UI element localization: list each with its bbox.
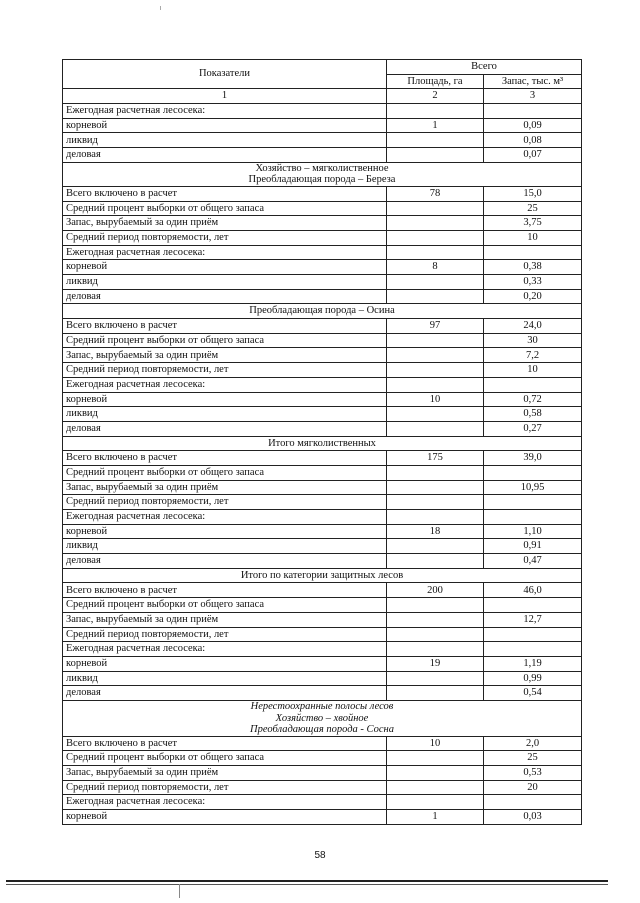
table-row bbox=[63, 642, 582, 657]
section-heading bbox=[63, 304, 582, 319]
area-cell bbox=[387, 686, 484, 701]
stock-cell: 3,75 bbox=[484, 216, 582, 231]
area-cell bbox=[387, 348, 484, 363]
indicator-label: Ежегодная расчетная лесосека: bbox=[63, 377, 387, 392]
stock-cell: 0,54 bbox=[484, 686, 582, 701]
indicator-label: корневой bbox=[63, 524, 387, 539]
header-stock: Запас, тыс. м³ bbox=[484, 74, 582, 89]
table-row bbox=[63, 186, 582, 201]
section-heading bbox=[63, 436, 582, 451]
stock-cell: 2,0 bbox=[484, 736, 582, 751]
area-cell bbox=[387, 642, 484, 657]
table-row bbox=[63, 407, 582, 422]
stock-cell: 10,95 bbox=[484, 480, 582, 495]
area-cell bbox=[387, 554, 484, 569]
stock-cell: 0,03 bbox=[484, 810, 582, 825]
table-row bbox=[63, 348, 582, 363]
section-heading bbox=[63, 700, 582, 736]
table-row bbox=[63, 612, 582, 627]
area-cell bbox=[387, 795, 484, 810]
indicator-label: Ежегодная расчетная лесосека: bbox=[63, 104, 387, 119]
area-cell bbox=[387, 671, 484, 686]
indicator-label: ликвид bbox=[63, 539, 387, 554]
area-cell bbox=[387, 495, 484, 510]
stock-cell: 0,91 bbox=[484, 539, 582, 554]
section-heading-line: Итого мягколиственных bbox=[268, 437, 376, 449]
area-cell bbox=[387, 245, 484, 260]
table-row bbox=[63, 780, 582, 795]
table-row bbox=[63, 118, 582, 133]
indicator-label: Средний период повторяемости, лет bbox=[63, 230, 387, 245]
stock-cell: 25 bbox=[484, 751, 582, 766]
area-cell bbox=[387, 612, 484, 627]
indicator-label: Ежегодная расчетная лесосека: bbox=[63, 245, 387, 260]
table-row bbox=[63, 216, 582, 231]
stock-cell: 0,47 bbox=[484, 554, 582, 569]
indicator-label: Всего включено в расчет bbox=[63, 186, 387, 201]
stock-cell: 10 bbox=[484, 230, 582, 245]
stock-cell bbox=[484, 627, 582, 642]
stock-cell bbox=[484, 642, 582, 657]
table-row bbox=[63, 627, 582, 642]
area-cell: 10 bbox=[387, 392, 484, 407]
area-cell bbox=[387, 216, 484, 231]
indicator-label: ликвид bbox=[63, 275, 387, 290]
area-cell bbox=[387, 133, 484, 148]
stock-cell: 7,2 bbox=[484, 348, 582, 363]
section-heading-row bbox=[63, 304, 582, 319]
table-row bbox=[63, 421, 582, 436]
table-row bbox=[63, 554, 582, 569]
indicator-label: деловая bbox=[63, 686, 387, 701]
area-cell: 8 bbox=[387, 260, 484, 275]
table-row bbox=[63, 319, 582, 334]
indicator-label: Средний процент выборки от общего запаса bbox=[63, 201, 387, 216]
area-cell bbox=[387, 289, 484, 304]
indicator-label: Ежегодная расчетная лесосека: bbox=[63, 510, 387, 525]
area-cell bbox=[387, 465, 484, 480]
table-row bbox=[63, 201, 582, 216]
area-cell bbox=[387, 333, 484, 348]
table-row bbox=[63, 539, 582, 554]
scan-artifact-mark bbox=[160, 6, 161, 10]
table-row bbox=[63, 245, 582, 260]
area-cell bbox=[387, 539, 484, 554]
indicator-label: корневой bbox=[63, 656, 387, 671]
stock-cell bbox=[484, 245, 582, 260]
table-row bbox=[63, 333, 582, 348]
stock-cell: 1,10 bbox=[484, 524, 582, 539]
indicator-label: ликвид bbox=[63, 407, 387, 422]
area-cell: 18 bbox=[387, 524, 484, 539]
scan-artifact-mark bbox=[179, 884, 180, 898]
indicator-label: Всего включено в расчет bbox=[63, 319, 387, 334]
header-col-number-2: 2 bbox=[387, 89, 484, 104]
stock-cell: 25 bbox=[484, 201, 582, 216]
indicator-label: ликвид bbox=[63, 133, 387, 148]
table-row bbox=[63, 598, 582, 613]
stock-cell bbox=[484, 377, 582, 392]
indicator-label: Всего включено в расчет bbox=[63, 451, 387, 466]
section-heading-row bbox=[63, 568, 582, 583]
area-cell bbox=[387, 751, 484, 766]
table-row bbox=[63, 133, 582, 148]
stock-cell: 0,08 bbox=[484, 133, 582, 148]
stock-cell: 0,07 bbox=[484, 148, 582, 163]
table-row bbox=[63, 465, 582, 480]
table-row bbox=[63, 656, 582, 671]
area-cell: 200 bbox=[387, 583, 484, 598]
area-cell bbox=[387, 421, 484, 436]
section-heading-row bbox=[63, 436, 582, 451]
area-cell bbox=[387, 377, 484, 392]
stock-cell: 0,09 bbox=[484, 118, 582, 133]
stock-cell bbox=[484, 495, 582, 510]
indicator-label: корневой bbox=[63, 810, 387, 825]
indicator-label: корневой bbox=[63, 392, 387, 407]
indicator-label: деловая bbox=[63, 421, 387, 436]
section-heading-row bbox=[63, 162, 582, 186]
section-heading-row bbox=[63, 700, 582, 736]
table-row bbox=[63, 377, 582, 392]
section-heading-line: Преобладающая порода - Сосна bbox=[250, 724, 394, 736]
table-row bbox=[63, 510, 582, 525]
table-row bbox=[63, 810, 582, 825]
area-cell: 175 bbox=[387, 451, 484, 466]
indicator-label: Запас, вырубаемый за один приём bbox=[63, 765, 387, 780]
stock-cell: 12,7 bbox=[484, 612, 582, 627]
area-cell bbox=[387, 275, 484, 290]
area-cell bbox=[387, 407, 484, 422]
section-heading-line: Хозяйство – мягколиственное bbox=[255, 162, 389, 174]
indicator-label: Ежегодная расчетная лесосека: bbox=[63, 642, 387, 657]
section-heading-line: Нерестоохранные полосы лесов bbox=[250, 700, 394, 712]
table-row bbox=[63, 104, 582, 119]
section-heading-line: Хозяйство – хвойное bbox=[275, 712, 369, 724]
section-heading-line: Преобладающая порода – Береза bbox=[248, 174, 396, 186]
stock-cell bbox=[484, 465, 582, 480]
indicator-label: ликвид bbox=[63, 671, 387, 686]
forest-allowance-table bbox=[62, 59, 582, 825]
stock-cell: 0,58 bbox=[484, 407, 582, 422]
stock-cell: 24,0 bbox=[484, 319, 582, 334]
stock-cell: 0,53 bbox=[484, 765, 582, 780]
stock-cell: 39,0 bbox=[484, 451, 582, 466]
header-indicators: Показатели bbox=[63, 60, 387, 89]
area-cell bbox=[387, 230, 484, 245]
indicator-label: Средний период повторяемости, лет bbox=[63, 780, 387, 795]
stock-cell: 1,19 bbox=[484, 656, 582, 671]
area-cell bbox=[387, 363, 484, 378]
table-row bbox=[63, 275, 582, 290]
table-header bbox=[63, 60, 582, 104]
indicator-label: Запас, вырубаемый за один приём bbox=[63, 216, 387, 231]
table-row bbox=[63, 230, 582, 245]
area-cell: 97 bbox=[387, 319, 484, 334]
section-heading-line: Итого по категории защитных лесов bbox=[240, 569, 404, 581]
table-row bbox=[63, 495, 582, 510]
stock-cell: 0,20 bbox=[484, 289, 582, 304]
header-col-number-1: 1 bbox=[63, 89, 387, 104]
area-cell bbox=[387, 780, 484, 795]
area-cell bbox=[387, 148, 484, 163]
area-cell bbox=[387, 104, 484, 119]
stock-cell: 20 bbox=[484, 780, 582, 795]
page-number: 58 bbox=[314, 850, 326, 861]
section-heading bbox=[63, 568, 582, 583]
table-row bbox=[63, 736, 582, 751]
stock-cell: 0,99 bbox=[484, 671, 582, 686]
area-cell bbox=[387, 510, 484, 525]
indicator-label: Запас, вырубаемый за один приём bbox=[63, 612, 387, 627]
section-heading bbox=[63, 162, 582, 186]
table-row bbox=[63, 765, 582, 780]
indicator-label: корневой bbox=[63, 260, 387, 275]
area-cell bbox=[387, 480, 484, 495]
indicator-label: Запас, вырубаемый за один приём bbox=[63, 348, 387, 363]
indicator-label: деловая bbox=[63, 289, 387, 304]
stock-cell: 0,33 bbox=[484, 275, 582, 290]
stock-cell: 46,0 bbox=[484, 583, 582, 598]
section-heading-line: Преобладающая порода – Осина bbox=[249, 305, 395, 317]
header-col-number-3: 3 bbox=[484, 89, 582, 104]
area-cell: 1 bbox=[387, 810, 484, 825]
area-cell: 19 bbox=[387, 656, 484, 671]
area-cell bbox=[387, 765, 484, 780]
table-row bbox=[63, 686, 582, 701]
indicator-label: деловая bbox=[63, 148, 387, 163]
indicator-label: Всего включено в расчет bbox=[63, 736, 387, 751]
stock-cell: 15,0 bbox=[484, 186, 582, 201]
table-row bbox=[63, 524, 582, 539]
indicator-label: деловая bbox=[63, 554, 387, 569]
stock-cell bbox=[484, 104, 582, 119]
area-cell: 78 bbox=[387, 186, 484, 201]
table-body bbox=[63, 104, 582, 825]
table-row bbox=[63, 751, 582, 766]
area-cell: 10 bbox=[387, 736, 484, 751]
indicator-label: Средний период повторяемости, лет bbox=[63, 495, 387, 510]
indicator-label: Средний процент выборки от общего запаса bbox=[63, 333, 387, 348]
table-row bbox=[63, 260, 582, 275]
table-row bbox=[63, 363, 582, 378]
indicator-label: Средний период повторяемости, лет bbox=[63, 363, 387, 378]
stock-cell: 0,38 bbox=[484, 260, 582, 275]
table-row bbox=[63, 795, 582, 810]
stock-cell bbox=[484, 795, 582, 810]
indicator-label: Средний процент выборки от общего запаса bbox=[63, 598, 387, 613]
indicator-label: корневой bbox=[63, 118, 387, 133]
header-total: Всего bbox=[387, 60, 582, 75]
table-row bbox=[63, 480, 582, 495]
bottom-rule bbox=[6, 880, 608, 882]
indicator-label: Средний процент выборки от общего запаса bbox=[63, 751, 387, 766]
table-row bbox=[63, 289, 582, 304]
indicator-label: Запас, вырубаемый за один приём bbox=[63, 480, 387, 495]
area-cell: 1 bbox=[387, 118, 484, 133]
table-row bbox=[63, 392, 582, 407]
table-row bbox=[63, 451, 582, 466]
indicator-label: Средний период повторяемости, лет bbox=[63, 627, 387, 642]
indicator-label: Средний процент выборки от общего запаса bbox=[63, 465, 387, 480]
stock-cell: 10 bbox=[484, 363, 582, 378]
stock-cell bbox=[484, 510, 582, 525]
table-row bbox=[63, 148, 582, 163]
stock-cell bbox=[484, 598, 582, 613]
indicator-label: Всего включено в расчет bbox=[63, 583, 387, 598]
area-cell bbox=[387, 201, 484, 216]
bottom-rule-thin bbox=[6, 884, 608, 885]
area-cell bbox=[387, 598, 484, 613]
table-row bbox=[63, 583, 582, 598]
stock-cell: 0,72 bbox=[484, 392, 582, 407]
header-area: Площадь, га bbox=[387, 74, 484, 89]
indicator-label: Ежегодная расчетная лесосека: bbox=[63, 795, 387, 810]
stock-cell: 0,27 bbox=[484, 421, 582, 436]
table-row bbox=[63, 671, 582, 686]
area-cell bbox=[387, 627, 484, 642]
stock-cell: 30 bbox=[484, 333, 582, 348]
